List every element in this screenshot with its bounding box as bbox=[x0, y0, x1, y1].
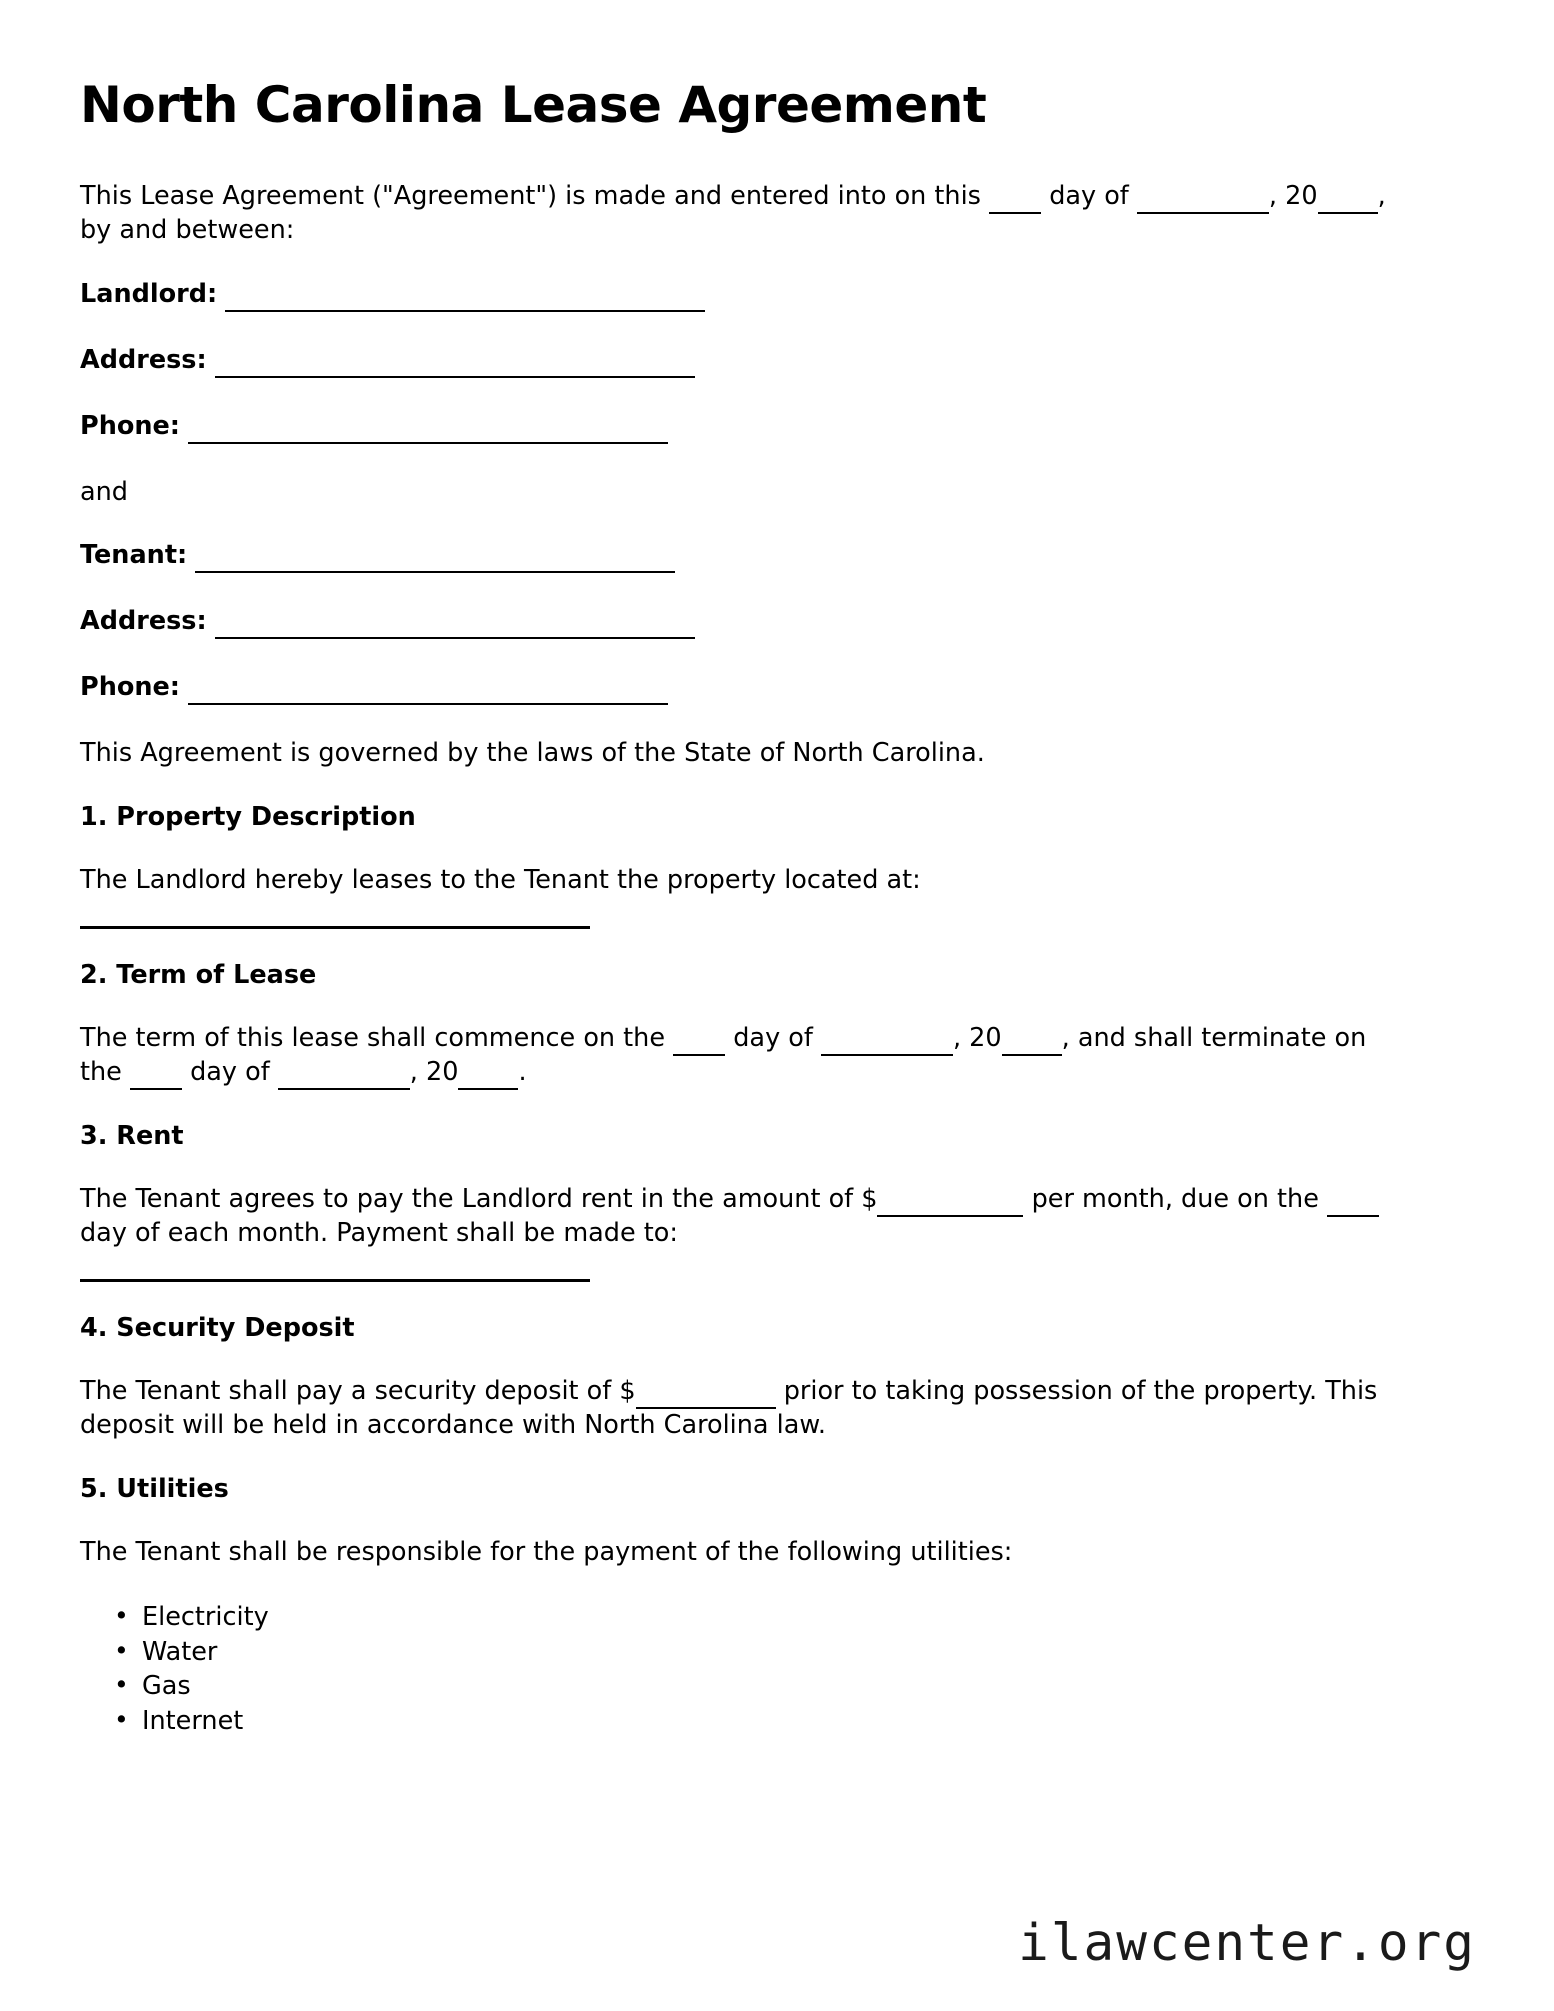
governing-law-paragraph: This Agreement is governed by the laws of the State of North Carolina. bbox=[80, 738, 985, 769]
term-text-part2: day of bbox=[733, 1023, 813, 1054]
intro-paragraph bbox=[80, 180, 1410, 248]
term-end-month-blank[interactable] bbox=[278, 1061, 410, 1090]
intro-text-part3: , 20 bbox=[1268, 181, 1318, 211]
landlord-address-field bbox=[80, 344, 1474, 378]
list-item: • Internet bbox=[142, 1704, 1474, 1739]
landlord-phone-blank[interactable] bbox=[188, 415, 668, 444]
landlord-name-field bbox=[80, 278, 1474, 312]
term-text-part4: , and shall terminate on the bbox=[80, 1023, 1367, 1088]
property-address-blank[interactable] bbox=[80, 926, 590, 929]
section-body-rent bbox=[80, 1183, 1410, 1251]
section-heading-term-of-lease: 2. Term of Lease bbox=[80, 960, 317, 991]
section-body-utilities: The Tenant shall be responsible for the payment of the following utilities: bbox=[80, 1537, 1013, 1568]
rent-due-day-blank[interactable] bbox=[1327, 1188, 1379, 1217]
landlord-phone-field bbox=[80, 410, 1474, 444]
intro-text-part2: day of bbox=[1049, 181, 1129, 211]
site-watermark: ilawcenter.org bbox=[1018, 1914, 1476, 1973]
deposit-text-part2: prior to taking possession of the property. This deposit will be held in accordance with North Carolina law. bbox=[80, 1376, 1378, 1441]
tenant-phone-blank[interactable] bbox=[188, 676, 668, 705]
section-heading-rent: 3. Rent bbox=[80, 1121, 184, 1152]
term-start-day-blank[interactable] bbox=[673, 1027, 725, 1056]
tenant-phone-label: Phone: bbox=[80, 672, 181, 703]
rent-payee-blank[interactable] bbox=[80, 1279, 590, 1282]
term-text-part5: day of bbox=[190, 1057, 270, 1088]
landlord-address-blank[interactable] bbox=[215, 349, 695, 378]
term-text-part7: . bbox=[518, 1057, 527, 1088]
list-item: • Electricity bbox=[142, 1600, 1474, 1635]
term-end-day-blank[interactable] bbox=[130, 1061, 182, 1090]
section-body-property-description: The Landlord hereby leases to the Tenant the property located at: bbox=[80, 865, 921, 896]
deposit-amount-blank[interactable] bbox=[636, 1380, 776, 1409]
tenant-address-field bbox=[80, 605, 1474, 639]
landlord-name-label: Landlord: bbox=[80, 278, 218, 309]
term-end-year-blank[interactable] bbox=[458, 1061, 518, 1090]
intro-year-blank[interactable] bbox=[1318, 185, 1378, 214]
section-heading-security-deposit: 4. Security Deposit bbox=[80, 1313, 355, 1344]
tenant-name-field bbox=[80, 539, 1474, 573]
landlord-address-label: Address: bbox=[80, 344, 207, 375]
intro-month-blank[interactable] bbox=[1137, 185, 1269, 214]
section-heading-utilities: 5. Utilities bbox=[80, 1473, 229, 1504]
term-start-month-blank[interactable] bbox=[821, 1027, 953, 1056]
rent-amount-blank[interactable] bbox=[877, 1188, 1023, 1217]
term-text-part6: , 20 bbox=[409, 1057, 459, 1088]
term-text-part3: , 20 bbox=[952, 1023, 1002, 1054]
intro-day-blank[interactable] bbox=[989, 185, 1041, 214]
tenant-name-label: Tenant: bbox=[80, 540, 188, 571]
intro-text-part4: , by and between: bbox=[80, 181, 1386, 245]
tenant-address-blank[interactable] bbox=[215, 610, 695, 639]
term-text-part1: The term of this lease shall commence on the bbox=[80, 1023, 666, 1054]
list-item: • Gas bbox=[142, 1669, 1474, 1704]
tenant-address-label: Address: bbox=[80, 606, 207, 637]
page-title: North Carolina Lease Agreement bbox=[80, 76, 987, 134]
deposit-text-part1: The Tenant shall pay a security deposit of $ bbox=[80, 1376, 636, 1407]
tenant-phone-field bbox=[80, 671, 1474, 705]
section-body-term-of-lease bbox=[80, 1022, 1410, 1090]
term-start-year-blank[interactable] bbox=[1002, 1027, 1062, 1056]
utilities-list bbox=[80, 1600, 1474, 1739]
rent-text-part2: per month, due on the bbox=[1031, 1184, 1319, 1215]
intro-text-part1: This Lease Agreement ("Agreement") is made and entered into on this bbox=[80, 181, 981, 211]
landlord-phone-label: Phone: bbox=[80, 410, 181, 441]
rent-text-part3: day of each month. Payment shall be made to: bbox=[80, 1218, 678, 1249]
rent-text-part1: The Tenant agrees to pay the Landlord rent in the amount of $ bbox=[80, 1184, 878, 1215]
landlord-name-blank[interactable] bbox=[225, 283, 705, 312]
section-heading-property-description: 1. Property Description bbox=[80, 802, 416, 833]
tenant-name-blank[interactable] bbox=[195, 545, 675, 574]
section-body-security-deposit bbox=[80, 1375, 1410, 1443]
list-item: • Water bbox=[142, 1635, 1474, 1670]
parties-conjunction: and bbox=[80, 476, 128, 507]
